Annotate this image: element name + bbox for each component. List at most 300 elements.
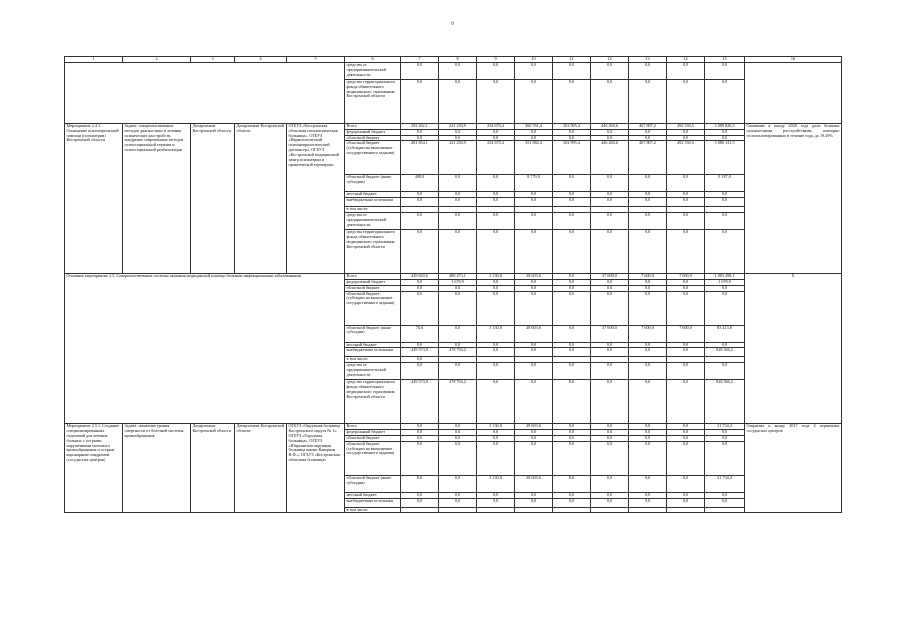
value-cell: 0,0 [515,380,553,424]
source-label: Всего [345,274,401,280]
value-cell: 449 573,0 [401,380,439,424]
value-cell: 0,0 [629,175,667,192]
value-cell: 0,0 [439,325,477,342]
value-cell [477,507,515,513]
description-cell-1: Основное мероприятие 2.5. Совершенствование системы оказания медицинской помощи больным инфекционными заболеваниями [65,274,345,424]
value-cell: 0,0 [629,435,667,441]
value-cell: 0,0 [439,230,477,274]
value-cell: 0,0 [515,435,553,441]
value-cell: 31 734,4 [705,475,745,492]
value-cell: 0,0 [401,475,439,492]
value-cell: 492 530,5 [667,124,705,130]
value-cell: 0,0 [401,63,439,80]
value-cell: 0,0 [591,291,629,325]
value-cell: 0,0 [629,380,667,424]
column-header: 8 [439,57,477,63]
value-cell: 0,0 [553,475,591,492]
value-cell: 0,0 [667,475,705,492]
value-cell: 0,0 [629,475,667,492]
value-cell: 0,0 [515,192,553,198]
source-label: внебюджетные источники [345,348,401,357]
value-cell: 0,0 [553,63,591,80]
value-cell: 7 600,0 [629,274,667,280]
source-label: областной бюджет (иные субсидии) [345,475,401,492]
value-cell: 360 761,4 [515,124,553,130]
value-cell: 0,0 [591,63,629,80]
value-cell: 0,0 [667,230,705,274]
source-label: средства территориального фонда обязательного медицинского страхования Костромской области [345,380,401,424]
value-cell: 0,0 [401,129,439,135]
value-cell: 0,0 [553,441,591,475]
value-cell: 0,0 [401,357,439,363]
value-cell: 7 600,0 [629,325,667,342]
value-cell: 3 130,8 [477,325,515,342]
value-cell: 0,0 [667,498,705,507]
source-label: в том числе: [345,507,401,513]
value-cell: 0,0 [439,80,477,124]
value-cell: 0,0 [629,279,667,285]
value-cell: 0,0 [439,475,477,492]
value-cell: 0,0 [629,348,667,357]
source-label: средства от предпринимательской деятельности [345,213,401,230]
value-cell: 0,0 [705,441,745,475]
value-cell: 0,0 [629,129,667,135]
value-cell: 0,0 [667,291,705,325]
value-cell: 0,0 [667,424,705,430]
value-cell: 0,0 [515,213,553,230]
column-header: 13 [629,57,667,63]
description-cell-1: Мероприятие 2.5.1. Создание специализированных отделений для лечения больных с острыми нарушениями мозгового кровообращения и острым коронарным синдромом (сосудистых центров) [65,424,123,513]
value-cell: 0,0 [477,498,515,507]
table-row [65,124,842,130]
value-cell: 0,0 [705,63,745,80]
column-header: 7 [401,57,439,63]
value-cell: 0,0 [667,175,705,192]
value-cell: 0,0 [477,80,515,124]
column-header: 5 [287,57,345,63]
value-cell: 0,0 [401,80,439,124]
source-label: местный бюджет [345,192,401,198]
result-note [745,63,842,124]
value-cell: 0,0 [401,363,439,380]
value-cell: 408,0 [401,175,439,192]
column-header: 6 [345,57,401,63]
value-cell: 0,0 [629,291,667,325]
value-cell: 0,0 [553,129,591,135]
value-cell: 0,0 [477,213,515,230]
value-cell: 0,0 [515,129,553,135]
value-cell: 281 854,1 [401,141,439,175]
value-cell: 0,0 [667,348,705,357]
value-cell: 0,0 [591,80,629,124]
column-header: 16 [745,57,842,63]
source-label: в том числе: [345,207,401,213]
value-cell: 0,0 [553,348,591,357]
column-header: 9 [477,57,515,63]
value-cell: 0,0 [553,498,591,507]
value-cell: 0,0 [667,342,705,348]
value-cell: 28 603,6 [515,274,553,280]
value-cell: 0,0 [439,498,477,507]
value-cell: 0,0 [667,213,705,230]
value-cell: 0,0 [515,80,553,124]
value-cell [629,507,667,513]
value-cell: 0,0 [629,135,667,141]
source-label: федеральный бюджет [345,430,401,436]
value-cell: 0,0 [553,430,591,436]
source-label: внебюджетные источники [345,198,401,207]
value-cell: 282 262,1 [401,124,439,130]
value-cell: 0,0 [439,424,477,430]
value-cell: 0,0 [629,342,667,348]
value-cell: 76,6 [401,325,439,342]
value-cell: 449 620,6 [401,274,439,280]
result-note: Снижение к концу 2020 года доли больных психическими расстройствами, повторно госпитализированных в течение года, до 19,29% [745,124,842,274]
value-cell: 0,0 [629,213,667,230]
source-label: Всего [345,124,401,130]
table-row [65,63,842,80]
value-cell: 0,0 [553,342,591,348]
description-cell-4: Департамент Костромской области [235,124,287,274]
column-header: 14 [667,57,705,63]
description-cell-1 [65,63,345,124]
value-cell: 8 779,0 [515,175,553,192]
description-cell-3: Департамент Костромской области [191,424,235,513]
value-cell: 0,0 [439,492,477,498]
value-cell: 0,0 [439,291,477,325]
value-cell: 28 603,6 [515,325,553,342]
value-cell: 0,0 [553,285,591,291]
description-cell-5: ОГБУЗ «Костромская областная психиатрическая больница», ОГБУЗ «Наркологический психоневрологический диспансер», ОГБУЗ «Костромской медицинский центр психиатрии и практической гериатрии» [287,124,345,274]
value-cell: 234 670,4 [477,141,515,175]
value-cell: 0,0 [553,175,591,192]
value-cell [553,507,591,513]
value-cell: 0,0 [477,63,515,80]
source-label: областной бюджет [345,435,401,441]
value-cell: 0,0 [401,291,439,325]
value-cell: 0,0 [667,435,705,441]
column-header: 1 [65,57,123,63]
value-cell: 0,0 [477,291,515,325]
column-header: 12 [591,57,629,63]
value-cell: 0,0 [629,80,667,124]
value-cell: 0,0 [705,342,745,348]
source-label: внебюджетные источники [345,498,401,507]
value-cell: 0,0 [667,430,705,436]
value-cell: 0,0 [629,285,667,291]
value-cell: 0,0 [477,192,515,198]
value-cell: 0,0 [515,63,553,80]
value-cell: 0,0 [477,380,515,424]
value-cell: 28 603,6 [515,475,553,492]
result-note: Открытие к концу 2017 года 4 первичных сосудистых центров [745,424,842,513]
value-cell: 0,0 [401,435,439,441]
value-cell: 0,0 [705,213,745,230]
value-cell: 351 982,4 [515,141,553,175]
value-cell: 0,0 [439,435,477,441]
value-cell: 0,0 [591,424,629,430]
value-cell: 0,0 [591,129,629,135]
value-cell: 0,0 [553,198,591,207]
value-cell [667,507,705,513]
value-cell: 1 678,9 [705,279,745,285]
value-cell: 0,0 [401,230,439,274]
value-cell: 0,0 [515,135,553,141]
value-cell: 0,0 [439,430,477,436]
value-cell: 37 600,0 [591,274,629,280]
value-cell: 0,0 [629,441,667,475]
source-label: областной бюджет [345,135,401,141]
value-cell: 0,0 [515,492,553,498]
value-cell: 0,0 [477,198,515,207]
value-cell: 0,0 [629,230,667,274]
value-cell: 928 366,2 [705,348,745,357]
value-cell: 0,0 [553,80,591,124]
value-cell: 0,0 [667,63,705,80]
source-label: областной бюджет (иные субсидии) [345,325,401,342]
value-cell: 0,0 [439,192,477,198]
value-cell: 0,0 [477,279,515,285]
value-cell: 0,0 [515,430,553,436]
value-cell: 9 187,0 [705,175,745,192]
value-cell: 480 473,1 [439,274,477,280]
budget-table [64,56,842,513]
value-cell: 449 573,0 [401,348,439,357]
description-cell-3: Департамент Костромской области [191,124,235,274]
value-cell: 0,0 [401,198,439,207]
source-label: областной бюджет (субсидии на выполнение государственного задания) [345,441,401,475]
value-cell: 467 807,2 [629,124,667,130]
source-label: областной бюджет [345,285,401,291]
value-cell: 0,0 [591,192,629,198]
value-cell: 0,0 [705,435,745,441]
column-header: 3 [191,57,235,63]
value-cell: 0,0 [515,198,553,207]
value-cell: 0,0 [515,291,553,325]
value-cell: 0,0 [705,285,745,291]
value-cell: 478 794,2 [439,348,477,357]
source-label: федеральный бюджет [345,129,401,135]
value-cell: 0,0 [591,348,629,357]
value-cell: 0,0 [401,279,439,285]
description-cell-4: Департамент Костромской области [235,424,287,513]
value-cell: 467 807,2 [629,141,667,175]
value-cell: 0,0 [591,342,629,348]
value-cell: 0,0 [553,230,591,274]
source-label: средства от предпринимательской деятельности [345,363,401,380]
value-cell: 0,0 [401,441,439,475]
source-label: федеральный бюджет [345,279,401,285]
value-cell: 37 600,0 [591,325,629,342]
value-cell: 0,0 [477,230,515,274]
value-cell: 446 260,6 [591,124,629,130]
value-cell: 0,0 [553,435,591,441]
value-cell: 0,0 [667,380,705,424]
value-cell: 0,0 [629,430,667,436]
value-cell: 0,0 [629,498,667,507]
value-cell: 28 603,6 [515,424,553,430]
source-label: средства территориального фонда обязательного медицинского страхования Костромской области [345,230,401,274]
value-cell: 0,0 [629,198,667,207]
value-cell: 3 130,8 [477,274,515,280]
table-row [65,274,842,280]
source-label: в том числе: [345,357,401,363]
value-cell: 0,0 [515,441,553,475]
value-cell: 3 080 141,5 [705,141,745,175]
value-cell [705,507,745,513]
value-cell: 0,0 [591,492,629,498]
value-cell: 0,0 [477,348,515,357]
column-header: 11 [553,57,591,63]
value-cell: 0,0 [591,230,629,274]
value-cell: 0,0 [477,430,515,436]
value-cell: 0,0 [667,129,705,135]
value-cell: 302 995,4 [553,141,591,175]
source-label: областной бюджет (иные субсидии) [345,175,401,192]
value-cell: 0,0 [591,441,629,475]
value-cell: 478 794,2 [439,380,477,424]
value-cell: 0,0 [591,279,629,285]
source-label: местный бюджет [345,492,401,498]
value-cell: 0,0 [515,498,553,507]
value-cell: 0,0 [401,135,439,141]
value-cell: 302 995,4 [553,124,591,130]
value-cell: 0,0 [553,135,591,141]
value-cell: 0,0 [629,192,667,198]
value-cell: 0,0 [553,213,591,230]
value-cell: 0,0 [705,363,745,380]
value-cell: 0,0 [591,175,629,192]
value-cell: 0,0 [553,291,591,325]
value-cell: 0,0 [439,129,477,135]
value-cell: 0,0 [401,213,439,230]
value-cell: 0,0 [705,291,745,325]
source-label: Всего [345,424,401,430]
value-cell: 0,0 [401,192,439,198]
value-cell: 0,0 [553,363,591,380]
value-cell: 0,0 [591,213,629,230]
page-number: 9 [451,22,454,27]
value-cell: 0,0 [477,285,515,291]
value-cell: 0,0 [705,129,745,135]
value-cell: 0,0 [439,135,477,141]
value-cell: 0,0 [667,285,705,291]
value-cell: 0,0 [477,342,515,348]
value-cell: 0,0 [477,363,515,380]
value-cell: 0,0 [667,492,705,498]
value-cell: 3 130,8 [477,424,515,430]
value-cell: 0,0 [553,424,591,430]
value-cell: 0,0 [553,325,591,342]
value-cell: 0,0 [705,430,745,436]
value-cell: 0,0 [705,192,745,198]
value-cell: 1 083 498,1 [705,274,745,280]
value-cell: 0,0 [591,380,629,424]
value-cell: 0,0 [401,430,439,436]
value-cell: 31 734,4 [705,424,745,430]
value-cell [439,507,477,513]
value-cell: 0,0 [629,492,667,498]
value-cell: 0,0 [667,135,705,141]
value-cell: 0,0 [401,342,439,348]
value-cell: 0,0 [439,198,477,207]
value-cell: 7 600,0 [667,325,705,342]
value-cell: 0,0 [515,363,553,380]
value-cell: 0,0 [629,363,667,380]
value-cell: 0,0 [439,175,477,192]
value-cell: 0,0 [439,285,477,291]
value-cell: 0,0 [439,441,477,475]
column-header: 4 [235,57,287,63]
column-header: 10 [515,57,553,63]
value-cell: 1 678,9 [439,279,477,285]
value-cell: 0,0 [629,424,667,430]
value-cell: 7 600,0 [667,274,705,280]
source-label: областной бюджет (субсидии на выполнение государственного задания) [345,141,401,175]
description-cell-2: Задача: снижение уровня смертности от болезней системы кровообращения [123,424,191,513]
value-cell: 446 260,6 [591,141,629,175]
value-cell: 0,0 [439,342,477,348]
value-cell: 0,0 [705,498,745,507]
value-cell: 0,0 [477,492,515,498]
value-cell: 0,0 [515,342,553,348]
value-cell: 0,0 [515,285,553,291]
description-cell-2: Задача: совершенствование методов диагностики и лечения психических расстройств, внедрение современных методов психосоциальной терапии и психосоциальной реабилитации [123,124,191,274]
value-cell [515,507,553,513]
value-cell: 0,0 [401,424,439,430]
value-cell: 0,0 [629,63,667,80]
column-header: 2 [123,57,191,63]
value-cell: 0,0 [553,279,591,285]
value-cell: 0,0 [667,80,705,124]
value-cell: 0,0 [591,435,629,441]
value-cell: 3 089 826,5 [705,124,745,130]
value-cell: 0,0 [401,492,439,498]
value-cell: 0,0 [705,198,745,207]
value-cell: 0,0 [591,285,629,291]
value-cell: 0,0 [591,498,629,507]
value-cell: 0,0 [667,279,705,285]
value-cell: 0,0 [477,435,515,441]
value-cell: 234 670,4 [477,124,515,130]
value-cell: 0,0 [553,380,591,424]
value-cell: 0,0 [439,213,477,230]
value-cell: 0,0 [705,230,745,274]
value-cell: 0,0 [667,363,705,380]
value-cell: 221 230,9 [439,141,477,175]
value-cell: 0,0 [515,230,553,274]
source-label: местный бюджет [345,342,401,348]
value-cell: 0,0 [477,129,515,135]
value-cell [591,507,629,513]
source-label: областной бюджет (субсидии на выполнение государственного задания) [345,291,401,325]
value-cell: 0,0 [667,192,705,198]
value-cell: 0,0 [439,63,477,80]
value-cell: 0,0 [705,80,745,124]
column-header: 15 [705,57,745,63]
value-cell: 492 530,5 [667,141,705,175]
value-cell: 0,0 [477,135,515,141]
description-cell-5: ОГБУЗ «Окружная больница Костромского округа № 1», ОГБУЗ «Городская больница», ОГБУЗ «Шарьинская окружная больница имени Каверина В.Ф.», ОГБУЗ «Костромская областная больница» [287,424,345,513]
value-cell: 0,0 [667,198,705,207]
value-cell [401,507,439,513]
value-cell: 0,0 [401,285,439,291]
source-label: средства от предпринимательской деятельности [345,63,401,80]
description-cell-1: Мероприятие 2.4.1. Оснащение психиатрической помощи (психиатрии) Костромской области [65,124,123,274]
value-cell: 0,0 [515,348,553,357]
value-cell: 0,0 [477,175,515,192]
source-label: средства территориального фонда обязательного медицинского страхования Костромской области [345,80,401,124]
